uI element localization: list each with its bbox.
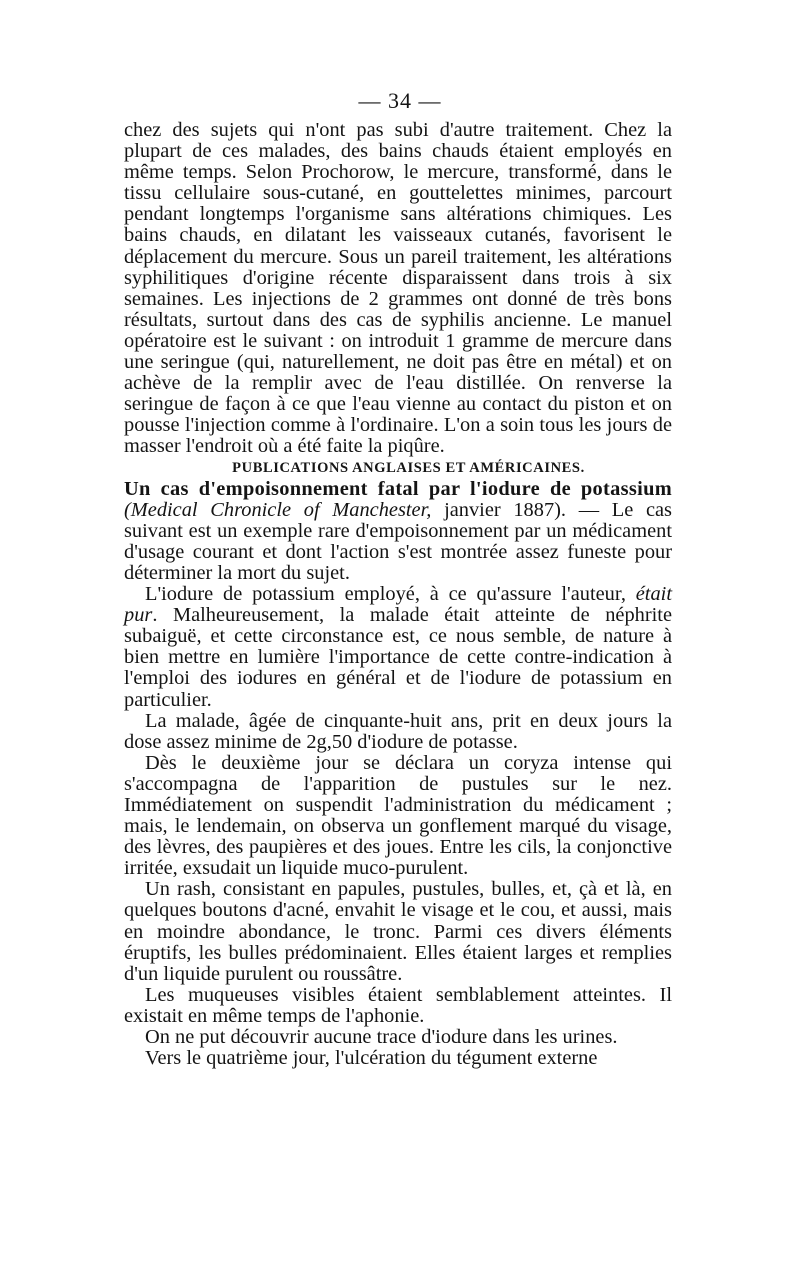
section-heading: PUBLICATIONS ANGLAISES ET AMÉRICAINES. [232, 459, 585, 476]
paragraph-ulceration: Vers le quatrième jour, l'ulcération du tégument externe [145, 1047, 598, 1070]
paragraph-iodure [124, 584, 672, 711]
paragraph-rash: Un rash, consistant en papules, pustules, bulles, et, çà et là, en quelques boutons d'acné, envahit le visage et le cou, et aussi, mais en moindre abondance, le tronc. Parmi ces divers éléments éruptifs, les bulles prédominaient. Elles étaient larges et remplies d'un liquide purulent ou roussâtre. [124, 878, 672, 985]
page-number: — 34 — [358, 88, 442, 113]
paragraph-urines: On ne put découvrir aucune trace d'iodure dans les urines. [145, 1026, 618, 1049]
paragraph-iodure-end: . Malheureusement, la malade était atteinte de néphrite subaiguë, et cette circonstance est, ce nous semble, de nature à bien mettre en lumière l'importance de cette contre-indication à l'emploi des iodures en général et de l'iodure de potassium en particulier. [124, 604, 672, 711]
case-text: janvier 1887). — Le cas suivant est un exemple rare d'empoisonnement par un médicament d'usage courant et dont l'action s'est montrée assez funeste pour déterminer la mort du sujet. [124, 498, 672, 584]
paragraph-malade: La malade, âgée de cinquante-huit ans, prit en deux jours la dose assez minime de 2g,50 d'iodure de potasse. [124, 709, 672, 753]
body-text [124, 120, 672, 1069]
case-source: (Medical Chronicle of Manchester, [124, 498, 432, 521]
case-paragraph [124, 479, 672, 584]
paragraph-iodure-italic: était pur [124, 583, 672, 627]
paragraph-muqueuses: Les muqueuses visibles étaient semblablement atteintes. Il existait en même temps de l'aphonie. [124, 983, 672, 1027]
case-title: Un cas d'empoisonnement fatal par l'iodure de potassium [124, 477, 672, 500]
intro-paragraph: chez des sujets qui n'ont pas subi d'autre traitement. Chez la plupart de ces malades, des bains chauds étaient employés en même temps. Selon Prochorow, le mercure, transformé, dans le tissu cellulaire sous-cutané, en gouttelettes minimes, parcourt pendant longtemps l'organisme sans altérations chimiques. Les bains chauds, en dilatant les vaisseaux cutanés, favorisent le déplacement du mercure. Sous un pareil traitement, les altérations syphilitiques d'origine récente disparaissent dans trois à six semaines. Les injections de 2 grammes ont donné de très bons résultats, surtout dans des cas de syphilis ancienne. Le manuel opératoire est le suivant : on introduit 1 gramme de mercure dans une seringue (qui, naturellement, ne doit pas être en métal) et on achève de la remplir avec de l'eau distillée. On renverse la seringue de façon à ce que l'eau vienne au contact du piston et on pousse l'injection comme à l'ordinaire. L'on a soin tous les jours de masser l'endroit où a été faite la piqûre. [124, 119, 672, 458]
paragraph-iodure-start: L'iodure de potassium employé, à ce qu'assure l'auteur, [145, 583, 636, 606]
paragraph-coryza: Dès le deuxième jour se déclara un coryza intense qui s'accompagna de l'apparition de pustules sur le nez. Immédiatement on suspendit l'administration du médicament ; mais, le lendemain, on observa un gonflement marqué du visage, des lèvres, des paupières et des joues. Entre les cils, la conjonctive irritée, exsudait un liquide muco-purulent. [124, 751, 672, 880]
